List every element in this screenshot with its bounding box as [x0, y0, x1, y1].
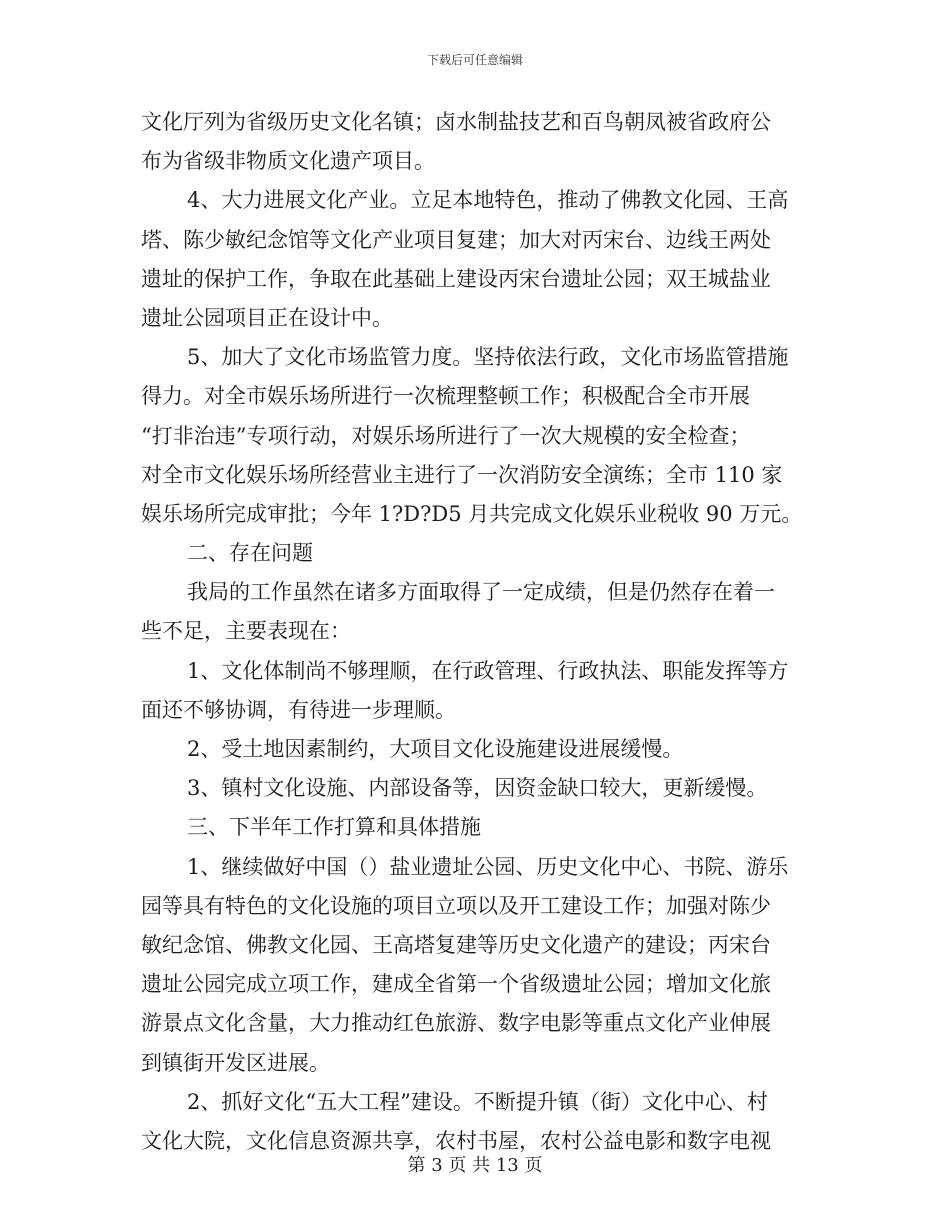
- text-line: 面还不够协调，有待进一步理顺。: [141, 697, 456, 722]
- text-line: 得力。对全市娱乐场所进行一次梳理整顿工作；积极配合全市开展: [141, 384, 750, 409]
- text-line: 游景点文化含量，大力推动红色旅游、数字电影等重点文化产业伸展: [141, 1011, 771, 1036]
- page-header: 下载后可任意编辑: [426, 53, 523, 67]
- text-line: 2、抓好文化“五大工程”建设。不断提升镇（街）文化中心、村: [187, 1089, 768, 1114]
- text-line: 3、镇村文化设施、内部设备等，因资金缺口较大，更新缓慢。: [187, 776, 768, 801]
- text-line: 1、继续做好中国（）盐业遗址公园、历史文化中心、书院、游乐: [187, 854, 789, 879]
- text-line: 遗址公园项目正在设计中。: [141, 305, 393, 330]
- text-line: 文化大院，文化信息资源共享，农村书屋，农村公益电影和数字电视: [141, 1128, 771, 1153]
- text-line: 5、加大了文化市场监管力度。坚持依法行政，文化市场监管措施: [187, 345, 789, 370]
- text-line: 文化厅列为省级历史文化名镇；卤水制盐技艺和百鸟朝凤被省政府公: [141, 110, 771, 134]
- text-line: 2、受土地因素制约，大项目文化设施建设进展缓慢。: [187, 737, 684, 761]
- text-line: “打非治违”专项行动，对娱乐场所进行了一次大规模的安全检查；: [141, 423, 751, 448]
- text-line: 娱乐场所完成审批；今年 1?D?D5 月共完成文化娱乐业税收 90 万元。: [141, 501, 803, 526]
- text-line: 遗址公园完成立项工作，建成全省第一个省级遗址公园；增加文化旅: [141, 972, 771, 997]
- text-line: 三、下半年工作打算和具体措施: [187, 815, 481, 840]
- text-line: 布为省级非物质文化遗产项目。: [141, 149, 435, 174]
- document-body: [141, 103, 811, 1161]
- text-line: 1、文化体制尚不够理顺，在行政管理、行政执法、职能发挥等方: [187, 658, 789, 683]
- text-line: 我局的工作虽然在诸多方面取得了一定成绩，但是仍然存在着一: [187, 580, 775, 605]
- text-line: 敏纪念馆、佛教文化园、王高塔复建等历史文化遗产的建设；丙宋台: [141, 932, 771, 957]
- text-line: 遗址的保护工作，争取在此基础上建设丙宋台遗址公园；双王城盐业: [141, 266, 771, 291]
- text-line: 园等具有特色的文化设施的项目立项以及开工建设工作；加强对陈少: [141, 893, 771, 918]
- text-line: 些不足，主要表现在：: [141, 619, 351, 644]
- page-number: 第 3 页 共 13 页: [407, 1155, 543, 1176]
- text-line: 对全市文化娱乐场所经营业主进行了一次消防安全演练；全市 110 家: [141, 462, 783, 487]
- text-line: 塔、陈少敏纪念馆等文化产业项目复建；加大对丙宋台、边线王两处: [141, 227, 771, 252]
- text-line: 到镇街开发区进展。: [141, 1050, 330, 1075]
- text-line: 二、存在问题: [187, 541, 313, 566]
- text-line: 4、大力进展文化产业。立足本地特色，推动了佛教文化园、王高: [187, 188, 789, 213]
